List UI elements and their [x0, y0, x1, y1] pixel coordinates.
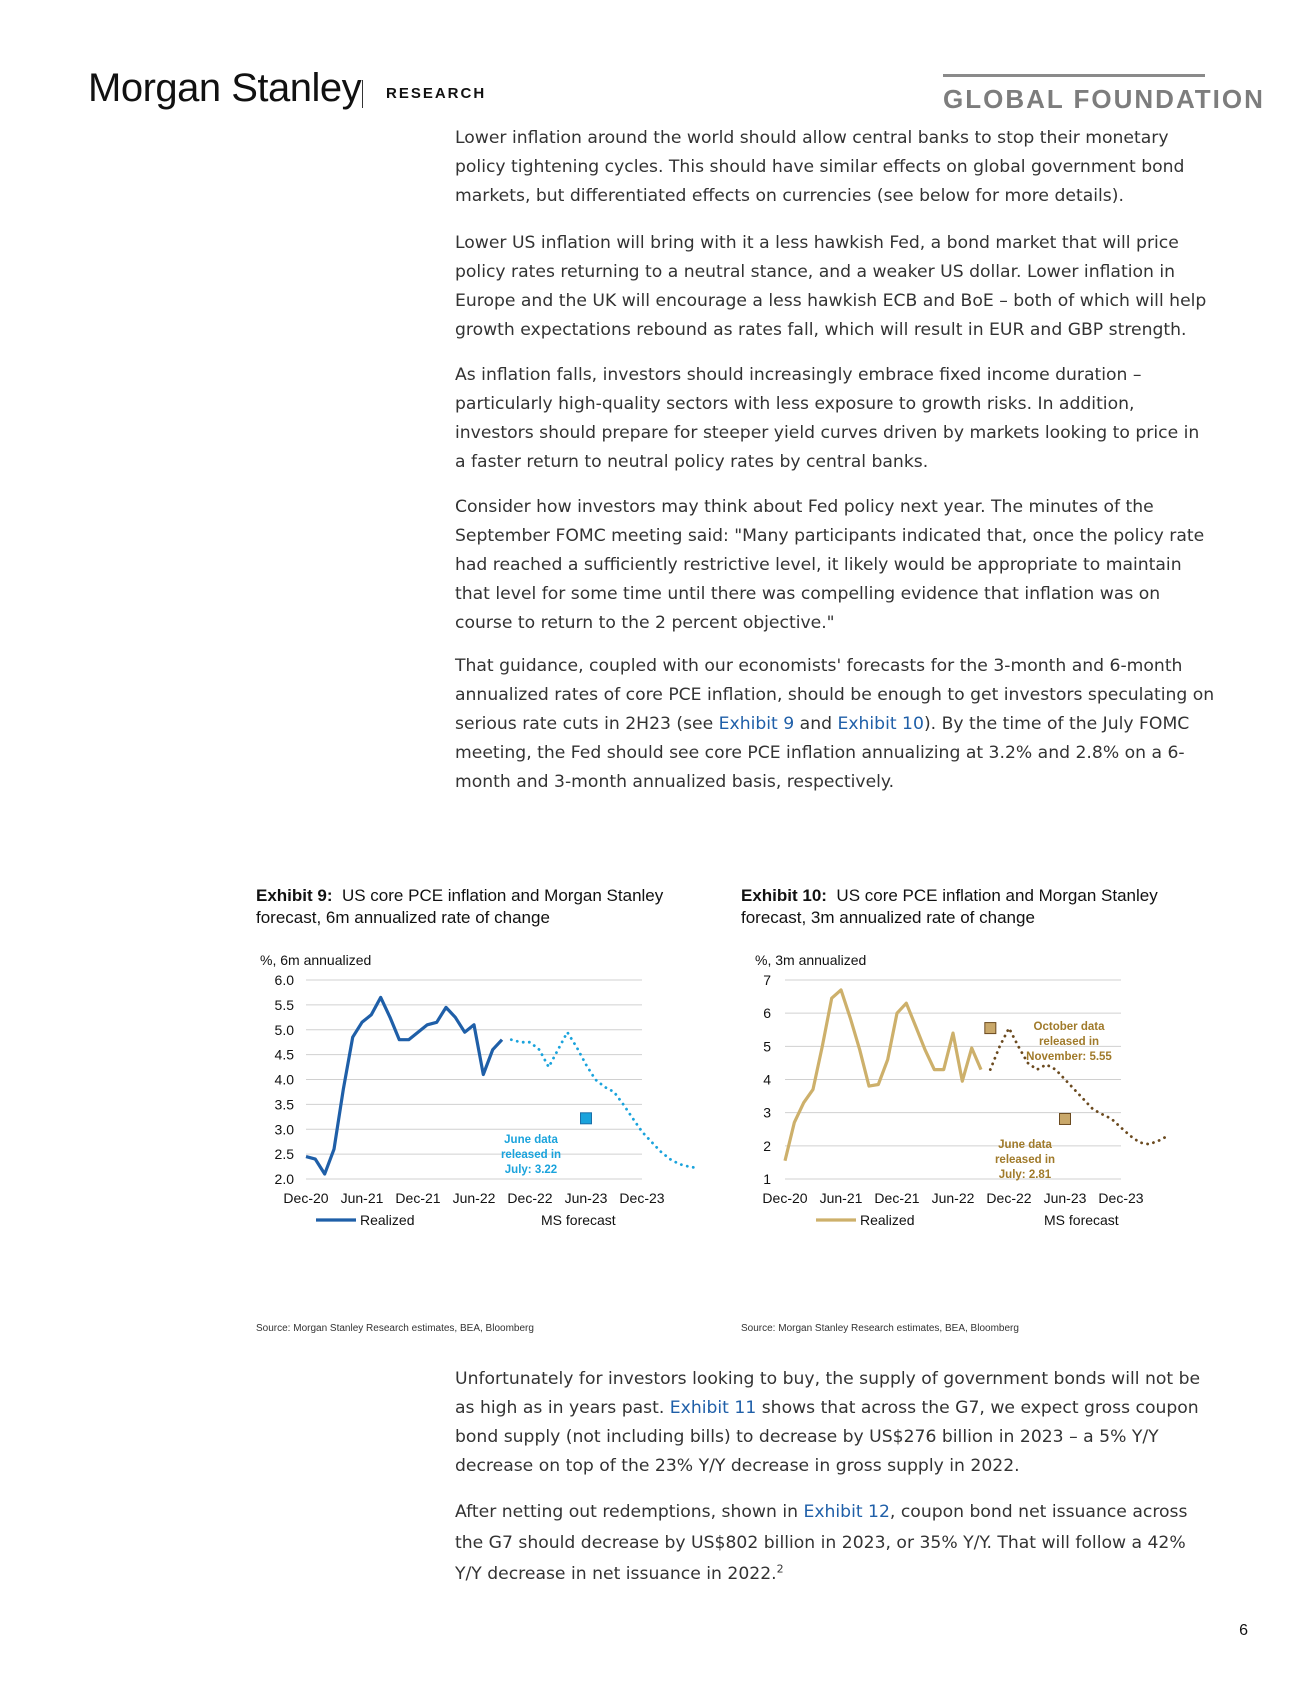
paragraph-2-text: Lower US inflation will bring with it a less hawkish Fed, a bond market that will price policy rates returning to a neutral stance, and a weaker US dollar. Lower inflation in Europe and the UK will encourage a less hawkish ECB and BoE – both of which will help growth expectations rebound as rates fall, which will result in EUR and GBP strength. — [455, 233, 1207, 340]
x-tick-label: Jun-22 — [452, 1190, 496, 1206]
exhibit-10-chart — [741, 945, 1181, 1315]
paragraph-5 — [455, 652, 1215, 797]
logo-separator — [362, 80, 363, 108]
paragraph-7-part-a: After netting out redemptions, shown in — [455, 1502, 804, 1522]
exhibit-9-chart — [256, 945, 696, 1315]
x-tick-label: Jun-23 — [564, 1190, 608, 1206]
y-tick-label: 3.0 — [274, 1121, 294, 1138]
forecast-annotation — [1026, 1021, 1112, 1063]
paragraph-3-text: As inflation falls, investors should increasingly embrace fixed income duration – particularly high-quality sectors with less exposure to growth risks. In addition, investors should prepare for steeper yield curves driven by markets looking to price in a faster return to neutral policy rates by central banks. — [455, 365, 1200, 472]
x-tick-label: Dec-20 — [283, 1190, 329, 1206]
realized-line — [785, 990, 981, 1161]
annotation-line: released in — [500, 1149, 562, 1161]
y-tick-label: 6 — [763, 1005, 771, 1022]
forecast-marker — [581, 1113, 592, 1124]
paragraph-1 — [455, 124, 1215, 211]
x-tick-label: Dec-22 — [507, 1190, 553, 1206]
y-tick-label: 3.5 — [274, 1096, 294, 1113]
annotation-line: July: 3.22 — [504, 1164, 558, 1176]
x-tick-label: Dec-21 — [874, 1190, 920, 1206]
paragraph-7-part-b: , coupon bond net issuance across the G7 should decrease by US$802 billion in 2023, or 35% Y/Y. That will follow a 42% Y/Y decrease in net issuance in 2022. — [455, 1502, 1188, 1584]
realized-line — [306, 997, 502, 1174]
x-tick-label: Dec-20 — [762, 1190, 808, 1206]
paragraph-6-part-b: shows that across the G7, we expect gross coupon bond supply (not including bills) to decrease by US$276 billion in 2023 – a 5% Y/Y decrease on top of the 23% Y/Y decrease in gross supply in 2022. — [455, 1398, 1199, 1476]
forecast-marker — [985, 1023, 996, 1034]
paragraph-5-part-c: ). By the time of the July FOMC meeting, the Fed should see core PCE inflation annualizing at 3.2% and 2.8% on a 6-month and 3-month annualized basis, respectively. — [455, 714, 1190, 792]
y-tick-label: 5.5 — [274, 996, 294, 1013]
y-tick-label: 6.0 — [274, 972, 294, 988]
x-tick-label: Dec-23 — [619, 1190, 665, 1206]
annotation-line: November: 5.55 — [1026, 1051, 1112, 1063]
annotation-line: July: 2.81 — [998, 1169, 1052, 1181]
y-tick-label: 3 — [763, 1104, 771, 1121]
exhibit-10-link[interactable]: Exhibit 10 — [837, 714, 924, 734]
x-tick-label: Jun-23 — [1043, 1190, 1087, 1206]
legend-realized-label: Realized — [360, 1212, 415, 1228]
exhibit-10-title — [741, 885, 1181, 929]
annotation-line: October data — [1033, 1021, 1105, 1033]
paragraph-3 — [455, 361, 1215, 477]
exhibit-9-title-text: US core PCE inflation and Morgan Stanley forecast, 6m annualized rate of change — [256, 886, 664, 927]
y-tick-label: 4.0 — [274, 1071, 294, 1088]
paragraph-4-text: Consider how investors may think about Fed policy next year. The minutes of the September FOMC meeting said: "Many participants indicated that, once the policy rate had reached a sufficiently restrictive level, it likely would be appropriate to maintain that level for some time until there was compelling evidence that inflation was on course to return to the 2 percent objective." — [455, 497, 1205, 633]
exhibit-11-link[interactable]: Exhibit 11 — [669, 1398, 757, 1418]
paragraph-1-text: Lower inflation around the world should allow central banks to stop their monetary policy tightening cycles. This should have similar effects on global government bond markets, but differentiated effects on currencies (see below for more details). — [455, 128, 1185, 206]
annotation-line: released in — [1038, 1036, 1100, 1048]
x-tick-label: Dec-23 — [1098, 1190, 1144, 1206]
exhibit-9-label: Exhibit 9: — [256, 886, 333, 905]
x-tick-label: Jun-21 — [340, 1190, 384, 1206]
exhibit-9-title — [256, 885, 676, 929]
x-tick-label: Jun-22 — [931, 1190, 975, 1206]
page-number: 6 — [1239, 1622, 1248, 1639]
paragraph-5-part-b: and — [794, 714, 838, 734]
x-tick-label: Dec-22 — [986, 1190, 1032, 1206]
y-tick-label: 4.5 — [274, 1046, 294, 1063]
paragraph-7-text — [455, 1497, 1215, 1590]
y-tick-label: 5.0 — [274, 1021, 294, 1038]
exhibit-9-source: Source: Morgan Stanley Research estimates, BEA, Bloomberg — [256, 1323, 534, 1334]
paragraph-6-text — [455, 1365, 1215, 1481]
y-tick-label: 2 — [763, 1137, 771, 1154]
series-title: GLOBAL FOUNDATION — [943, 84, 1265, 114]
legend-forecast-label: MS forecast — [541, 1212, 616, 1228]
y-tick-label: 4 — [763, 1071, 771, 1088]
annotation-line: June data — [998, 1139, 1052, 1151]
forecast-annotation — [501, 1134, 561, 1176]
exhibit-10-source: Source: Morgan Stanley Research estimates, BEA, Bloomberg — [741, 1323, 1019, 1334]
annotation-line: released in — [994, 1154, 1056, 1166]
x-tick-label: Jun-21 — [819, 1190, 863, 1206]
forecast-marker — [1060, 1113, 1071, 1124]
y-tick-label: 2.5 — [274, 1146, 294, 1163]
paragraph-2 — [455, 229, 1215, 345]
paragraph-6-part-a: Unfortunately for investors looking to buy, the supply of government bonds will not be as high as in years past. — [455, 1369, 1201, 1418]
forecast-annotation — [995, 1139, 1055, 1181]
legend-realized-label: Realized — [860, 1212, 915, 1228]
y-axis-label: %, 3m annualized — [755, 952, 867, 968]
y-tick-label: 7 — [763, 972, 771, 988]
paragraph-6 — [455, 1365, 1215, 1481]
exhibit-9-link[interactable]: Exhibit 9 — [718, 714, 795, 734]
paragraph-7 — [455, 1497, 1215, 1590]
morgan-stanley-logo: Morgan Stanley — [88, 66, 362, 110]
forecast-line — [511, 1032, 696, 1168]
footnote-ref[interactable]: 2 — [776, 1562, 784, 1576]
section-label: RESEARCH — [386, 85, 487, 102]
paragraph-5-text — [455, 652, 1215, 797]
x-tick-label: Dec-21 — [395, 1190, 441, 1206]
y-axis-label: %, 6m annualized — [260, 952, 372, 968]
exhibit-10-label: Exhibit 10: — [741, 886, 827, 905]
series-rule — [943, 74, 1205, 77]
y-tick-label: 5 — [763, 1038, 771, 1055]
exhibit-12-link[interactable]: Exhibit 12 — [803, 1502, 890, 1522]
paragraph-5-part-a: That guidance, coupled with our economists' forecasts for the 3-month and 6-month annualized rates of core PCE inflation, should be enough to get investors speculating on serious rate cuts in 2H23 (see — [455, 656, 1215, 734]
y-tick-label: 2.0 — [274, 1171, 294, 1187]
y-tick-label: 1 — [763, 1171, 771, 1187]
exhibit-10-title-text: US core PCE inflation and Morgan Stanley forecast, 3m annualized rate of change — [741, 886, 1158, 927]
legend-forecast-label: MS forecast — [1044, 1212, 1119, 1228]
paragraph-4 — [455, 493, 1215, 638]
annotation-line: June data — [504, 1134, 558, 1146]
